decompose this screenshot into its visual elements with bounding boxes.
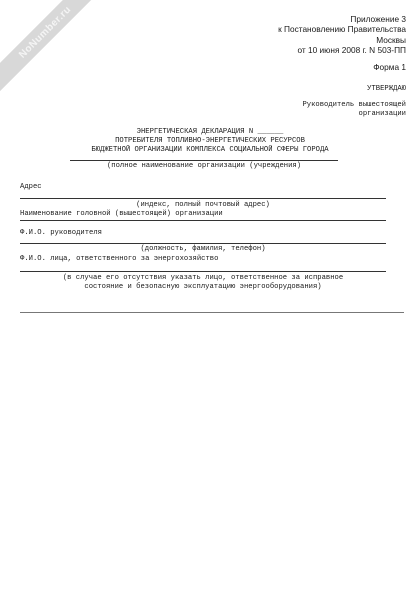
head-caption: (должность, фамилия, телефон) (140, 245, 266, 253)
parent-org-label: Наименование головной (вышестоящей) организации (20, 210, 223, 218)
watermark-ribbon (0, 0, 112, 99)
head-line (20, 243, 386, 244)
energy-responsible-line (20, 271, 386, 272)
section-divider (20, 312, 404, 313)
form-number: Форма 1 (373, 62, 406, 72)
approve-heading: УТВЕРЖДАЮ (367, 85, 406, 93)
document-header (186, 14, 406, 56)
org-name-caption: (полное наименование организации (учреждения) (106, 162, 302, 170)
decree-date: от 10 июня 2008 г. N 503-ПП (297, 45, 406, 56)
watermark-text: NoNumber.ru (16, 3, 74, 61)
energy-responsible-caption-1: (в случае его отсутствия указать лицо, ответственное за исправное (62, 274, 344, 282)
org-name-line (70, 160, 338, 161)
approve-organization: организации (358, 110, 406, 118)
address-line (20, 198, 386, 199)
approve-position: Руководитель вышестоящей (302, 101, 406, 109)
address-caption: (индекс, полный почтовый адрес) (136, 201, 270, 209)
address-label: Адрес (20, 183, 42, 191)
parent-org-line (20, 220, 386, 221)
declaration-subtitle-1: ПОТРЕБИТЕЛЯ ТОПЛИВНО-ЭНЕРГЕТИЧЕСКИХ РЕСУРСОВ (115, 137, 305, 145)
declaration-subtitle-2: БЮДЖЕТНОЙ ОРГАНИЗАЦИИ КОМПЛЕКСА СОЦИАЛЬНОЙ СФЕРЫ ГОРОДА (91, 146, 329, 154)
energy-responsible-caption-2: состояние и безопасную эксплуатацию энергооборудования) (84, 283, 322, 291)
appendix-number: Приложение 3 (350, 14, 406, 24)
declaration-title: ЭНЕРГЕТИЧЕСКАЯ ДЕКЛАРАЦИЯ N ______ (136, 128, 284, 136)
decree-city: Москвы (376, 34, 406, 45)
head-label: Ф.И.О. руководителя (20, 229, 102, 237)
decree-reference: к Постановлению Правительства (278, 24, 406, 35)
energy-responsible-label: Ф.И.О. лица, ответственного за энергохозяйство (20, 255, 219, 263)
